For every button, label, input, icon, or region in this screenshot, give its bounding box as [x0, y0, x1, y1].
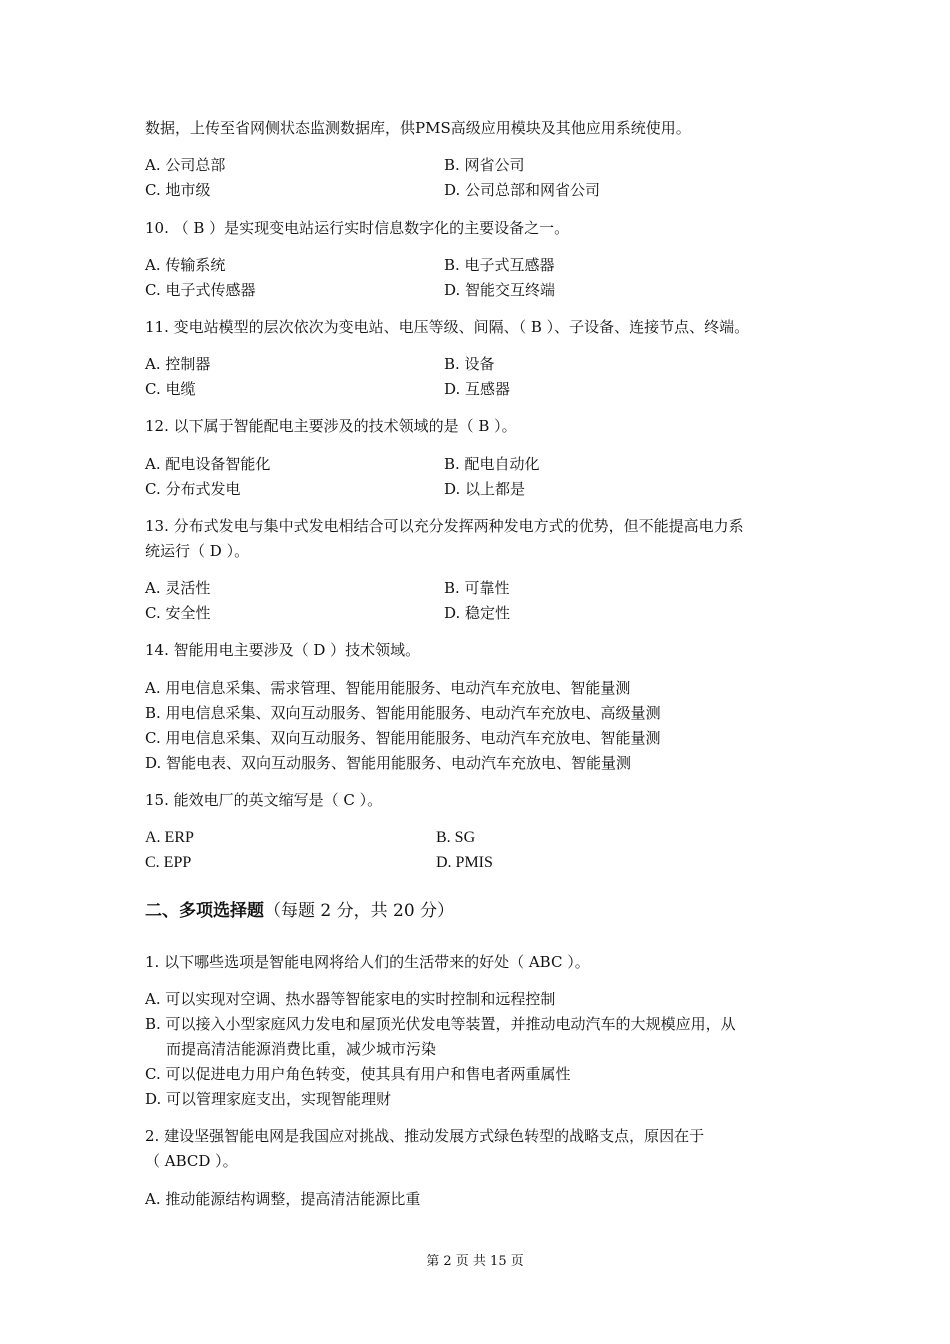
m1-stem: 1. 以下哪些选项是智能电网将给人们的生活带来的好处（ ABC ）。 [145, 953, 590, 971]
m2-stem-line1: 2. 建设坚强智能电网是我国应对挑战、推动发展方式绿色转型的战略支点，原因在于 [145, 1127, 705, 1145]
q12-option-c: C. 分布式发电 [145, 480, 241, 498]
q15-option-a: A. ERP [145, 829, 194, 846]
q12-option-b: B. 配电自动化 [444, 455, 540, 473]
q12-stem: 12. 以下属于智能配电主要涉及的技术领域的是（ B ）。 [145, 417, 517, 435]
q12-option-a: A. 配电设备智能化 [145, 455, 271, 473]
q10-option-c: C. 电子式传感器 [145, 281, 256, 299]
section-heading [145, 900, 454, 922]
q9-option-b: B. 网省公司 [444, 156, 525, 174]
q12-option-d: D. 以上都是 [444, 480, 526, 498]
m1-option-b-cont: 而提高清洁能源消费比重，减少城市污染 [166, 1040, 437, 1058]
m1-option-c: C. 可以促进电力用户角色转变，使其具有用户和售电者两重属性 [145, 1065, 571, 1083]
q10-option-a: A. 传输系统 [145, 256, 226, 274]
q14-option-b: B. 用电信息采集、双向互动服务、智能用能服务、电动汽车充放电、高级量测 [145, 704, 661, 722]
q10-option-d: D. 智能交互终端 [444, 281, 556, 299]
q11-option-d: D. 互感器 [444, 380, 511, 398]
q13-stem-line1: 13. 分布式发电与集中式发电相结合可以充分发挥两种发电方式的优势，但不能提高电力系 [145, 517, 744, 535]
q10-option-b: B. 电子式互感器 [444, 256, 555, 274]
q11-option-a: A. 控制器 [145, 355, 211, 373]
q13-stem-line2: 统运行（ D ）。 [145, 542, 250, 560]
intro-line: 数据，上传至省网侧状态监测数据库，供PMS高级应用模块及其他应用系统使用。 [145, 119, 691, 137]
q13-option-b: B. 可靠性 [444, 579, 510, 597]
q13-option-c: C. 安全性 [145, 604, 211, 622]
m1-option-b: B. 可以接入小型家庭风力发电和屋顶光伏发电等装置，并推动电动汽车的大规模应用，从 [145, 1015, 736, 1033]
q9-option-a: A. 公司总部 [145, 156, 226, 174]
q13-option-d: D. 稳定性 [444, 604, 511, 622]
q9-option-d: D. 公司总部和网省公司 [444, 181, 601, 199]
q14-option-c: C. 用电信息采集、双向互动服务、智能用能服务、电动汽车充放电、智能量测 [145, 729, 661, 747]
q14-option-d: D. 智能电表、双向互动服务、智能用能服务、电动汽车充放电、智能量测 [145, 754, 632, 772]
q14-option-a: A. 用电信息采集、需求管理、智能用能服务、电动汽车充放电、智能量测 [145, 679, 631, 697]
section-title: 二、多项选择题 [145, 901, 264, 921]
q15-option-c: C. EPP [145, 854, 192, 871]
m1-option-d: D. 可以管理家庭支出，实现智能理财 [145, 1090, 392, 1108]
q11-option-c: C. 电缆 [145, 380, 196, 398]
m2-option-a: A. 推动能源结构调整，提高清洁能源比重 [145, 1190, 421, 1208]
q15-option-b: B. SG [436, 829, 476, 846]
q13-option-a: A. 灵活性 [145, 579, 211, 597]
q15-stem: 15. 能效电厂的英文缩写是（ C ）。 [145, 791, 383, 809]
m2-stem-line2: （ ABCD ）。 [145, 1152, 238, 1170]
q11-option-b: B. 设备 [444, 355, 495, 373]
q11-stem: 11. 变电站模型的层次依次为变电站、电压等级、间隔、（ B ）、子设备、连接节点、终端。 [145, 318, 750, 336]
q14-stem: 14. 智能用电主要涉及（ D ）技术领域。 [145, 641, 421, 659]
q15-option-d: D. PMIS [436, 854, 493, 871]
q9-option-c: C. 地市级 [145, 181, 211, 199]
section-note: （每题 2 分，共 20 分） [264, 901, 455, 921]
q10-stem: 10. （ B ）是实现变电站运行实时信息数字化的主要设备之一。 [145, 219, 570, 237]
m1-option-a: A. 可以实现对空调、热水器等智能家电的实时控制和远程控制 [145, 990, 556, 1008]
page-footer: 第 2 页 共 15 页 [426, 1254, 524, 1269]
